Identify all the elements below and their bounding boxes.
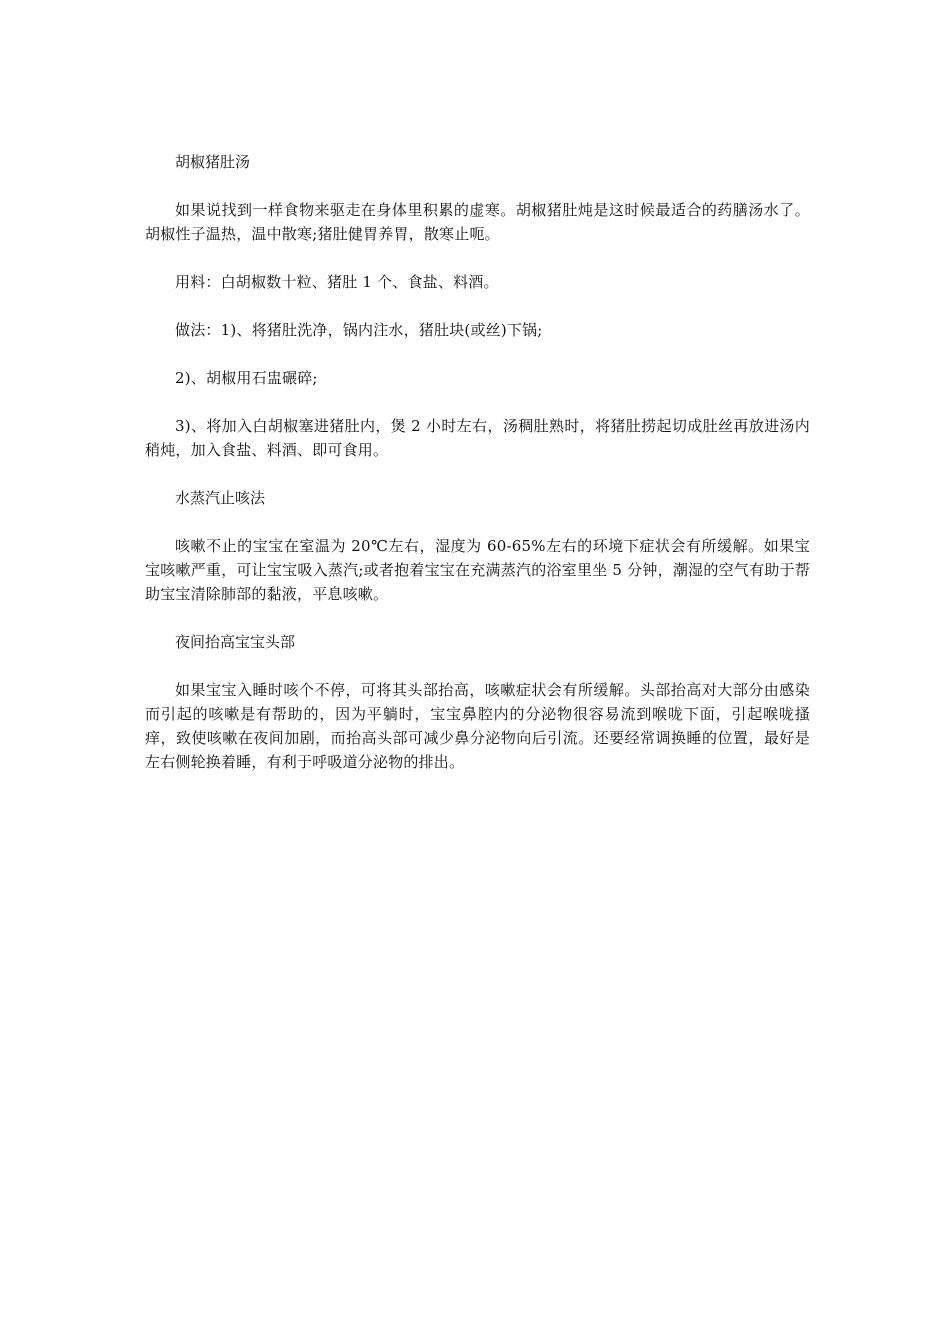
section-heading-raise-head: 夜间抬高宝宝头部 <box>175 633 296 651</box>
paragraph-intro: 如果说找到一样食物来驱走在身体里积累的虚寒。胡椒猪肚炖是这时候最适合的药膳汤水了。胡椒性子温热，温中散寒;猪肚健胃养胃，散寒止呃。 <box>145 201 810 243</box>
section-heading-steam-cough: 水蒸汽止咳法 <box>175 489 266 507</box>
paragraph-step-2: 2)、胡椒用石盅碾碎; <box>175 369 318 387</box>
paragraph-step-1: 做法：1)、将猪肚洗净，锅内注水，猪肚块(或丝)下锅; <box>175 321 543 339</box>
paragraph-ingredients: 用料：白胡椒数十粒、猪肚 1 个、食盐、料酒。 <box>175 273 499 291</box>
paragraph-step-3: 3)、将加入白胡椒塞进猪肚内，煲 2 小时左右，汤稠肚熟时，将猪肚捞起切成肚丝再放进汤内稍炖，加入食盐、料酒、即可食用。 <box>145 417 810 459</box>
section-heading-pepper-tripe-soup: 胡椒猪肚汤 <box>175 153 251 171</box>
document-body <box>145 150 810 798</box>
paragraph-raise-head: 如果宝宝入睡时咳个不停，可将其头部抬高，咳嗽症状会有所缓解。头部抬高对大部分由感染而引起的咳嗽是有帮助的，因为平躺时，宝宝鼻腔内的分泌物很容易流到喉咙下面，引起喉咙搔痒，致使咳嗽在夜间加剧，而抬高头部可减少鼻分泌物向后引流。还要经常调换睡的位置，最好是左右侧轮换着睡，有利于呼吸道分泌物的排出。 <box>145 681 810 771</box>
paragraph-steam: 咳嗽不止的宝宝在室温为 20℃左右，湿度为 60-65%左右的环境下症状会有所缓解。如果宝宝咳嗽严重，可让宝宝吸入蒸汽;或者抱着宝宝在充满蒸汽的浴室里坐 5 分钟，潮湿的空气有助于帮助宝宝清除肺部的黏液，平息咳嗽。 <box>145 537 810 603</box>
